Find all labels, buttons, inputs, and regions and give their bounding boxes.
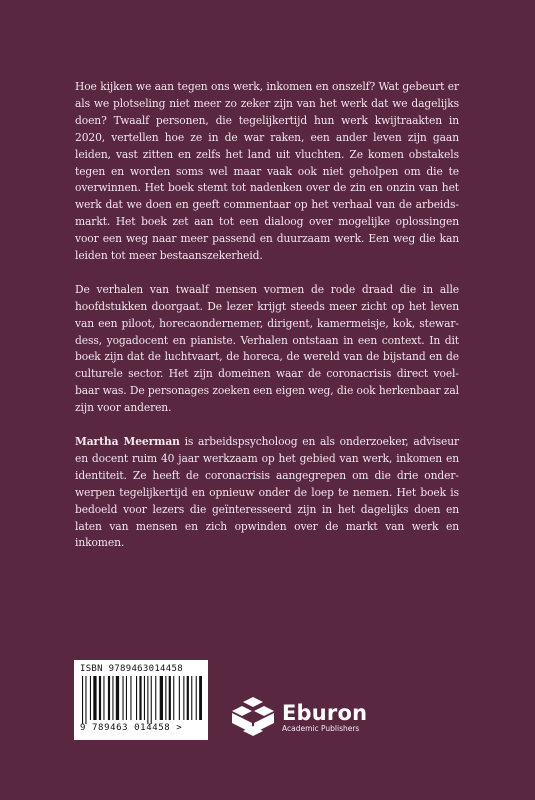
blurb-paragraph-1: Hoe kijken we aan tegen ons werk, inkomen en onszelf? Wat gebeurt er als we plotseling niet meer zo zeker zijn van het werk dat we dagelijks doen? Twaalf personen, die tegelijkertijd hun werk kwijtraakten in 2020, vertellen hoe ze in de war raken, een ander leven zijn gaan leiden, vast zitten en zelfs het land uit vluchten. Ze komen obstakels tegen en worden soms wel maar vaak ook niet geholpen om die te overwinnen. Het boek stemt tot nadenken over de zin en onzin van het werk dat we doen en geeft commentaar op het verhaal van de arbeidsmarkt. Het boek zet aan tot een dialoog over mogelijke oplossingen voor een weg naar meer passend en duurzaam werk. Een weg die kan leiden tot meer bestaanszekerheid.	[75, 80, 459, 263]
author-name: Martha Meerman	[75, 435, 180, 448]
isbn-barcode	[74, 660, 208, 740]
stacked-cubes-icon	[230, 696, 276, 740]
isbn-label: ISBN 9789463014458	[80, 664, 183, 674]
author-bio-text: is arbeidspsycholoog en als onderzoeker, adviseur en docent ruim 40 jaar werkzaam op het gebied van werk, inkomen en identiteit. Ze heeft de coronacrisis aangegrepen om die drie onderwerpen tegelijkertijd en opnieuw onder de loep te nemen. Het boek is bedoeld voor lezers die geïnteresseerd zijn in het dagelijks doen en laten van mensen en zich opwinden over de markt van werk en inkomen.	[75, 435, 459, 550]
blurb-paragraph-2: De verhalen van twaalf mensen vormen de rode draad die in alle hoofdstukken doorgaat. De lezer krijgt steeds meer zicht op het leven van een piloot, horecaondernemer, dirigent, kamermeisje, kok, stewardess, yogadocent en pianiste. Verhalen ontstaan in een context. In dit boek zijn dat de luchtvaart, de horeca, de wereld van de bijstand en de culturele sector. Het zijn domeinen waar de coronacrisis direct voelbaar was. De personages zoeken een eigen weg, die ook herkenbaar zal zijn voor anderen.	[75, 282, 459, 415]
publisher-name: Eburon	[282, 701, 368, 725]
publisher-subtitle: Academic Publishers	[282, 724, 360, 733]
publisher-logo	[230, 696, 367, 740]
isbn-digits: 9 789463 014458 >	[80, 723, 183, 733]
back-cover-text	[75, 79, 459, 569]
author-paragraph	[75, 434, 459, 552]
barcode-bars	[80, 676, 202, 724]
